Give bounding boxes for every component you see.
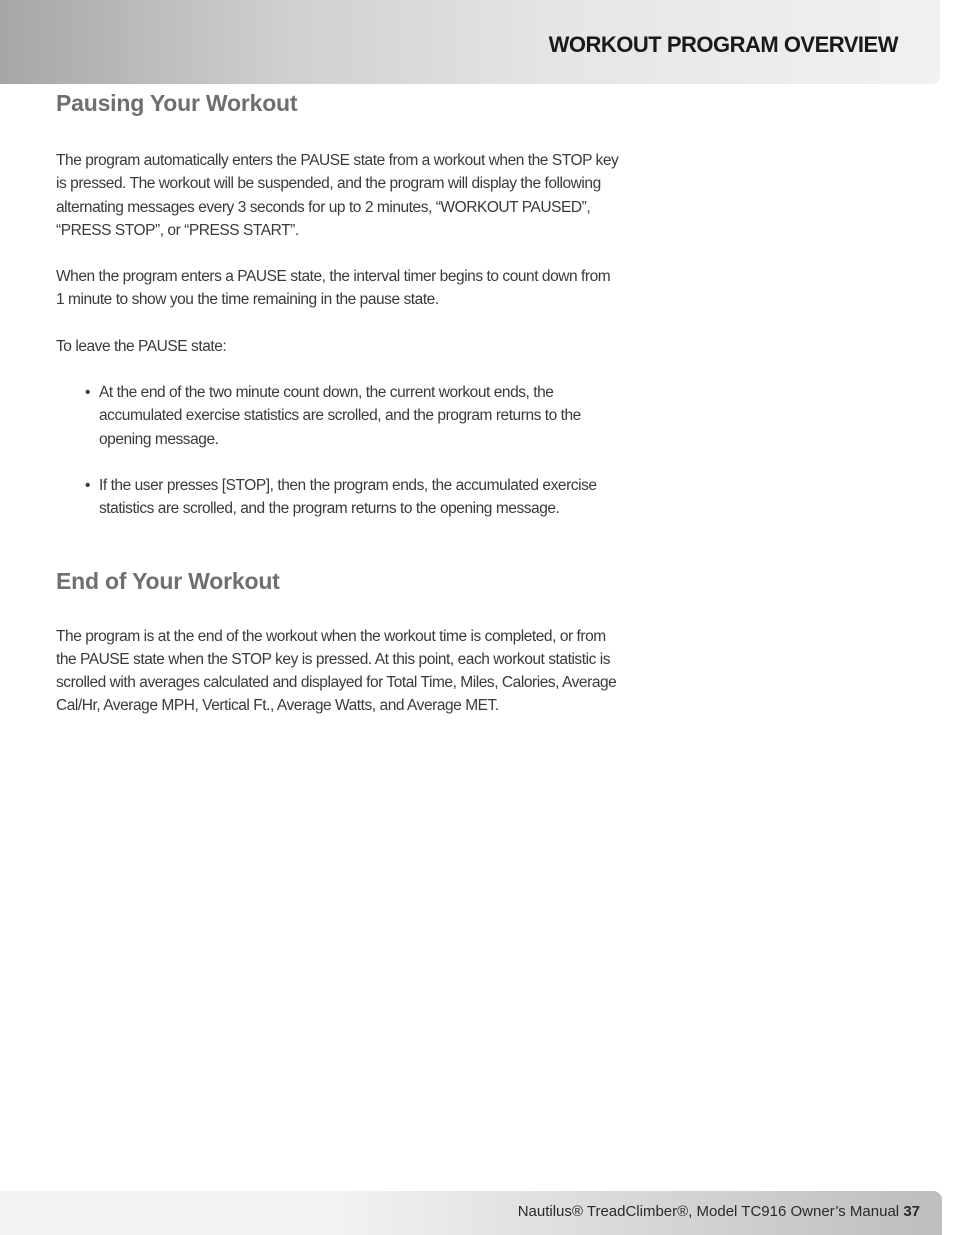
list-item-text: At the end of the two minute count down, the current workout ends, the accumulated exercise statistics are scrolled, and the program returns to the opening message. xyxy=(99,384,581,448)
pausing-section-heading: Pausing Your Workout xyxy=(56,90,298,116)
list-item xyxy=(85,381,622,451)
list-item xyxy=(85,474,622,521)
bullet-icon: • xyxy=(85,384,90,402)
pausing-paragraph-2: When the program enters a PAUSE state, the interval timer begins to count down from 1 minute to show you the time remaining in the pause state. xyxy=(56,268,611,309)
pausing-paragraph-3: To leave the PAUSE state: xyxy=(56,337,227,355)
end-section-heading: End of Your Workout xyxy=(56,567,280,594)
page-number: 37 xyxy=(903,1203,920,1220)
end-paragraph-1: The program is at the end of the workout when the workout time is completed, or from the PAUSE state when the STOP key is pressed. At this point, each workout statistic is scrolled with averages calculated and displayed for Total Time, Miles, Calories, Average Cal/Hr, Average MPH, Vertical Ft., Average Watts, and Average MET. xyxy=(56,627,617,715)
manual-title: Nautilus® TreadClimber®, Model TC916 Owner’s Manual xyxy=(517,1203,900,1220)
main-content xyxy=(56,90,622,718)
page-section-title: WORKOUT PROGRAM OVERVIEW xyxy=(548,32,898,57)
pause-exit-list xyxy=(56,381,622,520)
bullet-icon: • xyxy=(85,476,90,494)
footer xyxy=(518,1203,920,1220)
pausing-paragraph-1: The program automatically enters the PAUSE state from a workout when the STOP key is pressed. The workout will be suspended, and the program will display the following alternating messages every 3 seconds for up to 2 minutes, “WORKOUT PAUSED”, “PRESS STOP”, or “PRESS START”. xyxy=(56,152,619,239)
list-item-text: If the user presses [STOP], then the program ends, the accumulated exercise statistics are scrolled, and the program returns to the opening message. xyxy=(99,476,597,518)
